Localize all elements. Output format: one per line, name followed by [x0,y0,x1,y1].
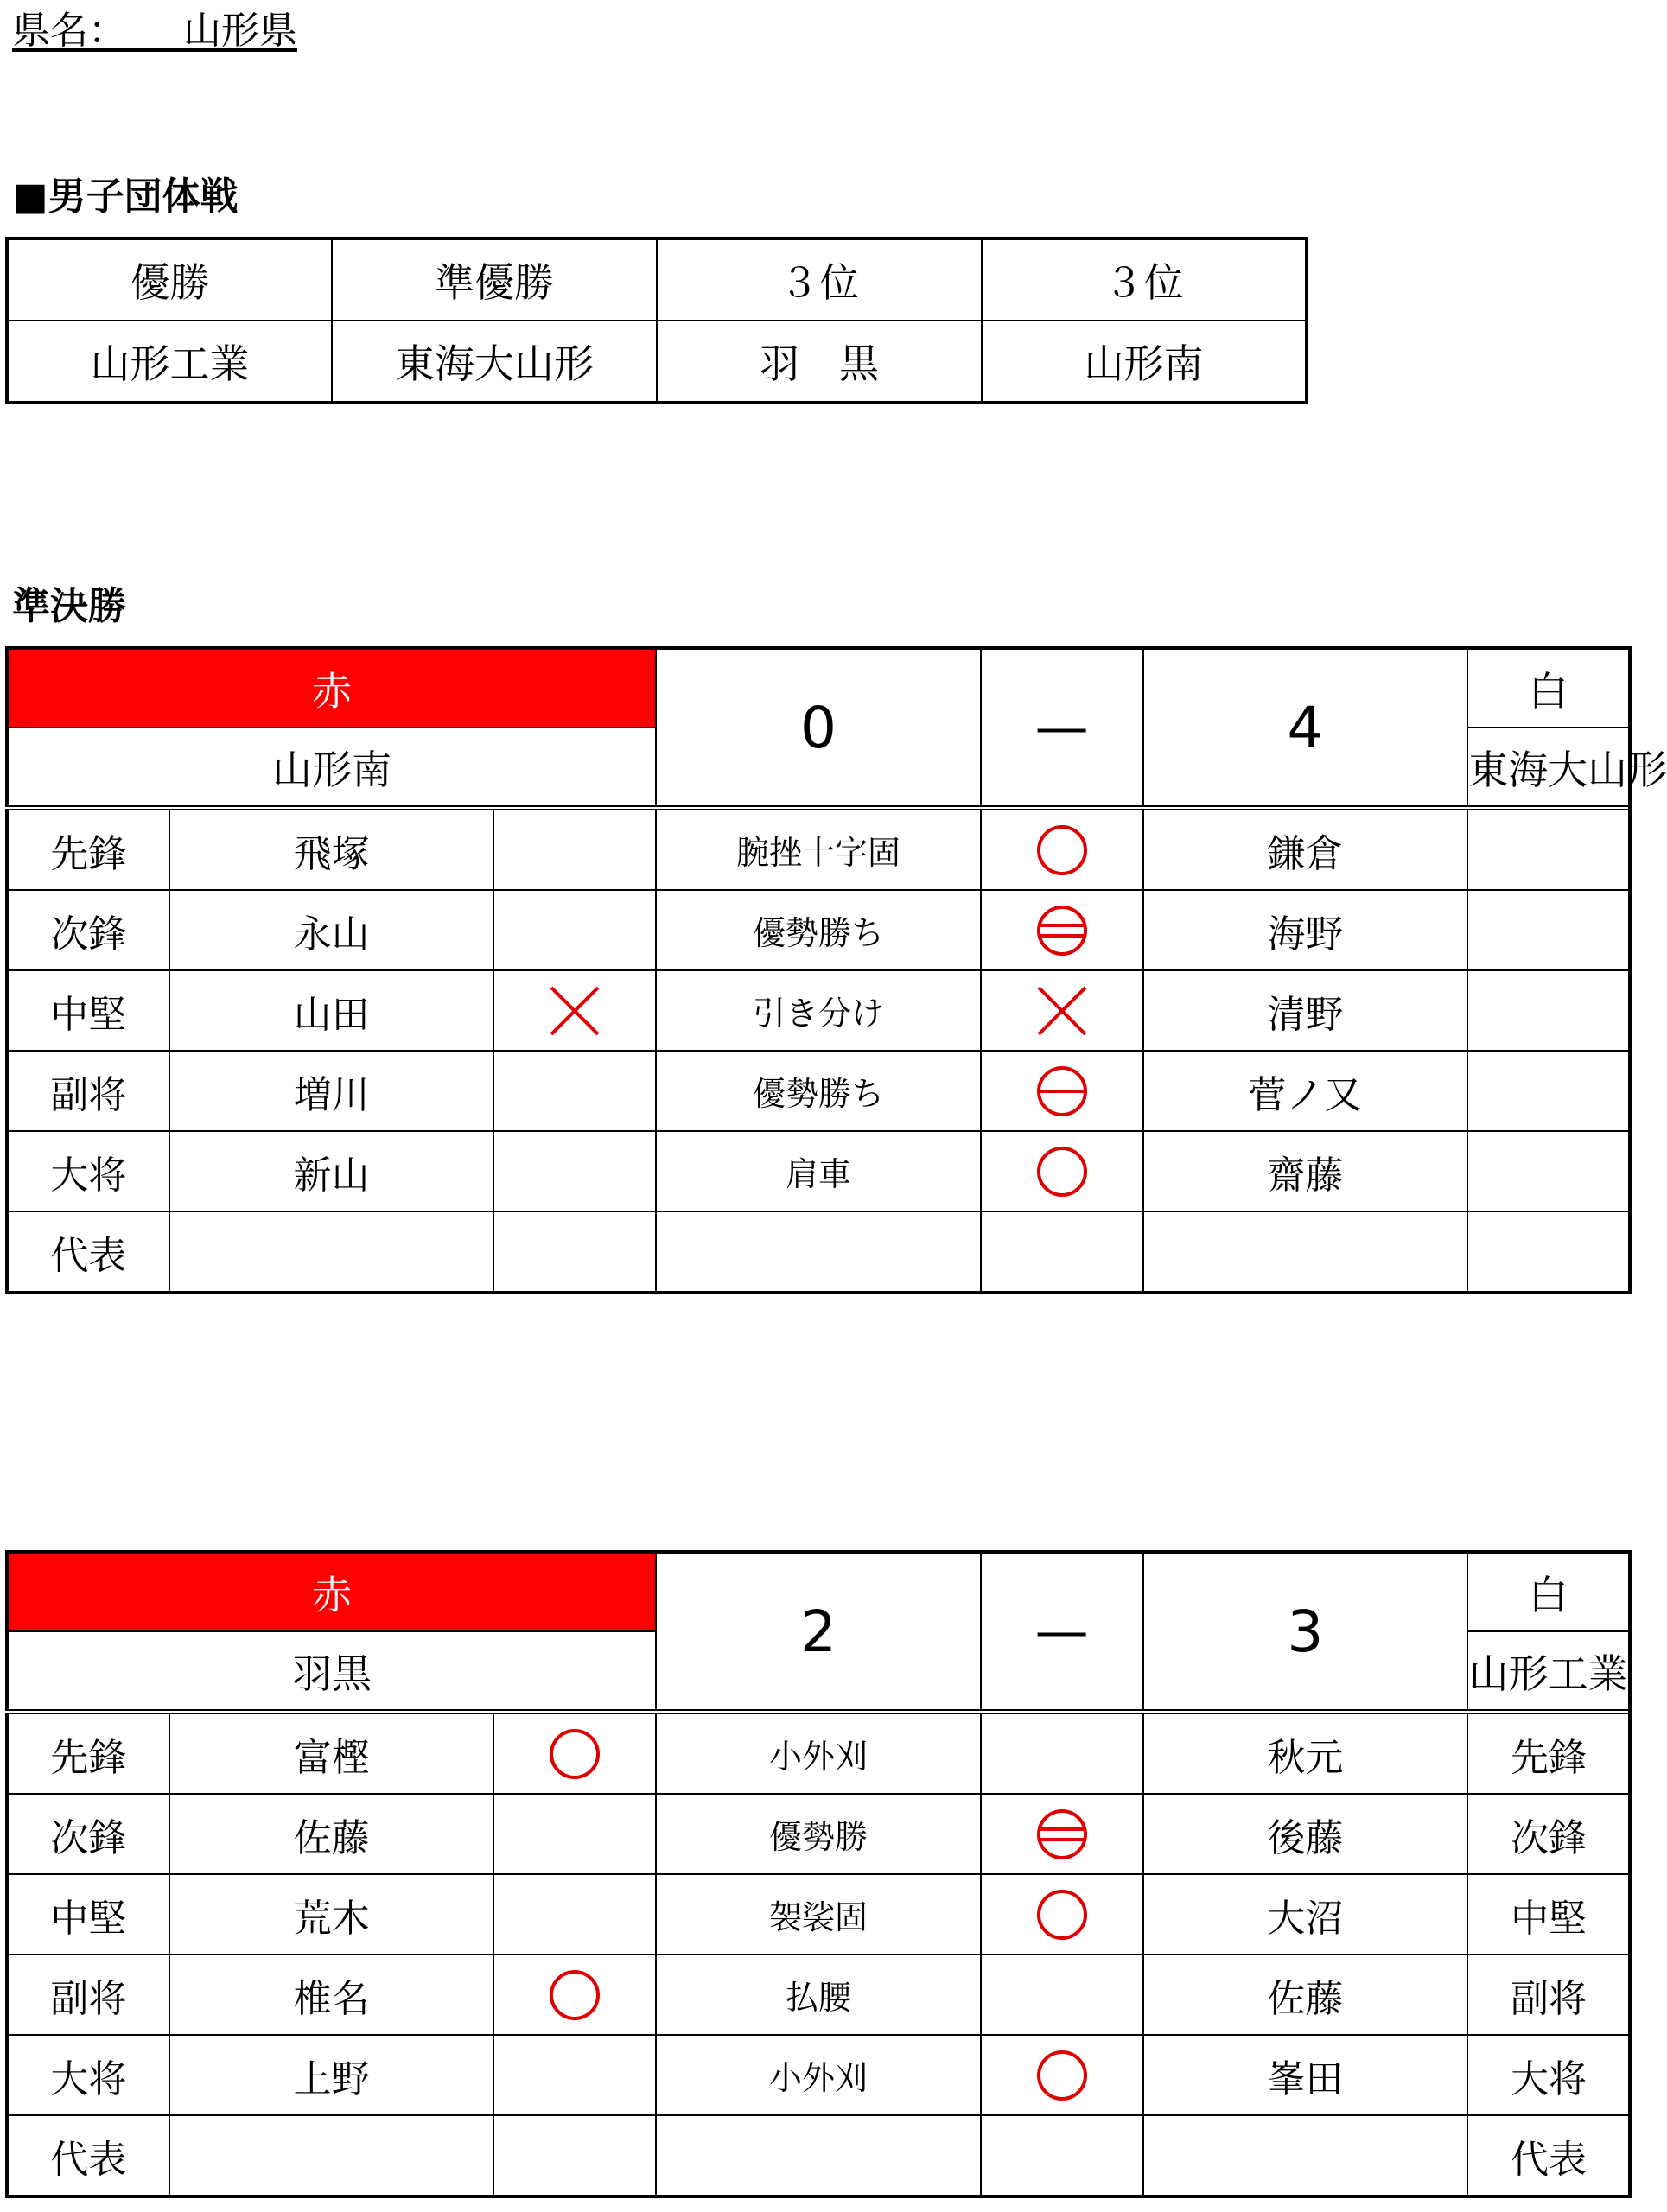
team-third-1: 羽 黒 [657,321,982,403]
white-result-cell [981,1712,1143,1794]
red-result-cell [493,1874,656,1955]
red-result-cell [493,1211,656,1293]
prefecture-value: 山形県 [183,9,297,53]
red-player-name [169,1211,494,1293]
team-third-2: 山形南 [982,321,1307,403]
position-label-right [1467,1211,1630,1293]
technique-label: 肩車 [656,1131,981,1211]
red-player-name [169,2115,494,2196]
match1-red-label: 赤 [7,648,656,728]
technique-label: 腕挫十字固 [656,808,981,890]
match1-white-score: 4 [1143,648,1468,808]
match1-red-team: 山形南 [7,728,656,808]
red-player-name: 飛塚 [169,808,494,890]
win-circle-double-line-icon [1036,905,1088,957]
red-player-name: 新山 [169,1131,494,1211]
white-result-cell [981,970,1143,1051]
draw-cross-icon [1036,985,1088,1037]
win-circle-icon [1036,1889,1088,1941]
header-runner-up: 準優勝 [332,238,657,321]
match1-header-row1 [7,648,1630,728]
position-label: 大将 [7,2035,169,2115]
red-result-cell [493,1955,656,2035]
red-result-cell [493,1131,656,1211]
white-player-name: 大沼 [1143,1874,1468,1955]
white-result-cell [981,808,1143,890]
match2-red-label: 赤 [7,1552,656,1631]
white-player-name [1143,2115,1468,2196]
bout-row [7,970,1630,1051]
position-label-right: 代表 [1467,2115,1630,2196]
team-runner-up: 東海大山形 [332,321,657,403]
position-label-right: 中堅 [1467,1874,1630,1955]
results-team-row [7,321,1307,403]
red-result-cell [493,1712,656,1794]
position-label-right: 副将 [1467,1955,1630,2035]
red-result-cell [493,808,656,890]
bout-row [7,1131,1630,1211]
red-player-name: 永山 [169,890,494,970]
win-circle-line-icon [1036,1065,1088,1117]
match2-header-row1 [7,1552,1630,1631]
results-header-row [7,238,1307,321]
position-label: 代表 [7,2115,169,2196]
white-player-name: 後藤 [1143,1794,1468,1874]
red-player-name: 上野 [169,2035,494,2115]
technique-label: 小外刈 [656,1712,981,1794]
white-player-name [1143,1211,1468,1293]
position-label-right [1467,1051,1630,1131]
white-result-cell [981,1874,1143,1955]
white-player-name: 佐藤 [1143,1955,1468,2035]
technique-label: 引き分け [656,970,981,1051]
position-label: 代表 [7,1211,169,1293]
bout-row [7,808,1630,890]
technique-label: 優勢勝ち [656,890,981,970]
white-player-name: 海野 [1143,890,1468,970]
red-result-cell [493,970,656,1051]
red-player-name: 山田 [169,970,494,1051]
position-label-right [1467,1131,1630,1211]
match2-red-score: 2 [656,1552,981,1712]
bout-row [7,2035,1630,2115]
technique-label: 優勢勝ち [656,1051,981,1131]
match2-red-team: 羽黒 [7,1631,656,1712]
match1-score-dash: ― [981,648,1143,808]
bout-row [7,890,1630,970]
win-circle-icon [549,1969,601,2021]
red-player-name: 佐藤 [169,1794,494,1874]
bout-row [7,2115,1630,2196]
red-result-cell [493,890,656,970]
team-section-title: ■男子団体戦 [12,175,239,219]
position-label: 先鋒 [7,808,169,890]
position-label: 副将 [7,1051,169,1131]
white-result-cell [981,1131,1143,1211]
match1-white-label: 白 [1467,648,1630,728]
win-circle-icon [549,1728,601,1780]
draw-cross-icon [549,985,601,1037]
position-label: 大将 [7,1131,169,1211]
match-table-2 [5,1550,1632,2198]
technique-label: 小外刈 [656,2035,981,2115]
position-label-right: 先鋒 [1467,1712,1630,1794]
red-player-name: 増川 [169,1051,494,1131]
results-table [5,237,1308,404]
position-label-right [1467,890,1630,970]
win-circle-icon [1036,1146,1088,1198]
white-result-cell [981,1794,1143,1874]
match1-white-team: 東海大山形 [1467,728,1630,808]
bout-row [7,1955,1630,2035]
position-label: 中堅 [7,970,169,1051]
white-player-name: 鎌倉 [1143,808,1468,890]
red-player-name: 荒木 [169,1874,494,1955]
semifinal-title: 準決勝 [12,584,126,628]
header-third-2: ３位 [982,238,1307,321]
bout-row [7,1051,1630,1131]
technique-label: 払腰 [656,1955,981,2035]
white-result-cell [981,890,1143,970]
white-result-cell [981,2035,1143,2115]
position-label-right: 次鋒 [1467,1794,1630,1874]
bout-row [7,1712,1630,1794]
red-player-name: 椎名 [169,1955,494,2035]
position-label-right: 大将 [1467,2035,1630,2115]
header-third-1: ３位 [657,238,982,321]
prefecture-label: 県名： [12,9,107,53]
red-result-cell [493,2115,656,2196]
position-label: 次鋒 [7,1794,169,1874]
bout-row [7,1874,1630,1955]
win-circle-icon [1036,2050,1088,2101]
technique-label: 優勢勝 [656,1794,981,1874]
technique-label: 袈裟固 [656,1874,981,1955]
bout-row [7,1794,1630,1874]
white-player-name: 秋元 [1143,1712,1468,1794]
technique-label [656,2115,981,2196]
position-label: 先鋒 [7,1712,169,1794]
red-player-name: 富樫 [169,1712,494,1794]
technique-label [656,1211,981,1293]
match2-white-score: 3 [1143,1552,1468,1712]
match1-red-score: 0 [656,648,981,808]
match2-white-label: 白 [1467,1552,1630,1631]
team-champion: 山形工業 [7,321,332,403]
prefecture-line [12,3,297,59]
white-result-cell [981,1051,1143,1131]
white-player-name: 菅ノ又 [1143,1051,1468,1131]
white-result-cell [981,2115,1143,2196]
white-player-name: 清野 [1143,970,1468,1051]
white-result-cell [981,1211,1143,1293]
red-result-cell [493,1794,656,1874]
white-result-cell [981,1955,1143,2035]
white-player-name: 齋藤 [1143,1131,1468,1211]
position-label-right [1467,808,1630,890]
match2-score-dash: ― [981,1552,1143,1712]
position-label: 中堅 [7,1874,169,1955]
position-label: 次鋒 [7,890,169,970]
match-table-1 [5,646,1667,1294]
white-player-name: 峯田 [1143,2035,1468,2115]
match2-white-team: 山形工業 [1467,1631,1630,1712]
red-result-cell [493,2035,656,2115]
bout-row [7,1211,1630,1293]
win-circle-double-line-icon [1036,1808,1088,1860]
position-label: 副将 [7,1955,169,2035]
win-circle-icon [1036,824,1088,876]
position-label-right [1467,970,1630,1051]
red-result-cell [493,1051,656,1131]
header-champion: 優勝 [7,238,332,321]
